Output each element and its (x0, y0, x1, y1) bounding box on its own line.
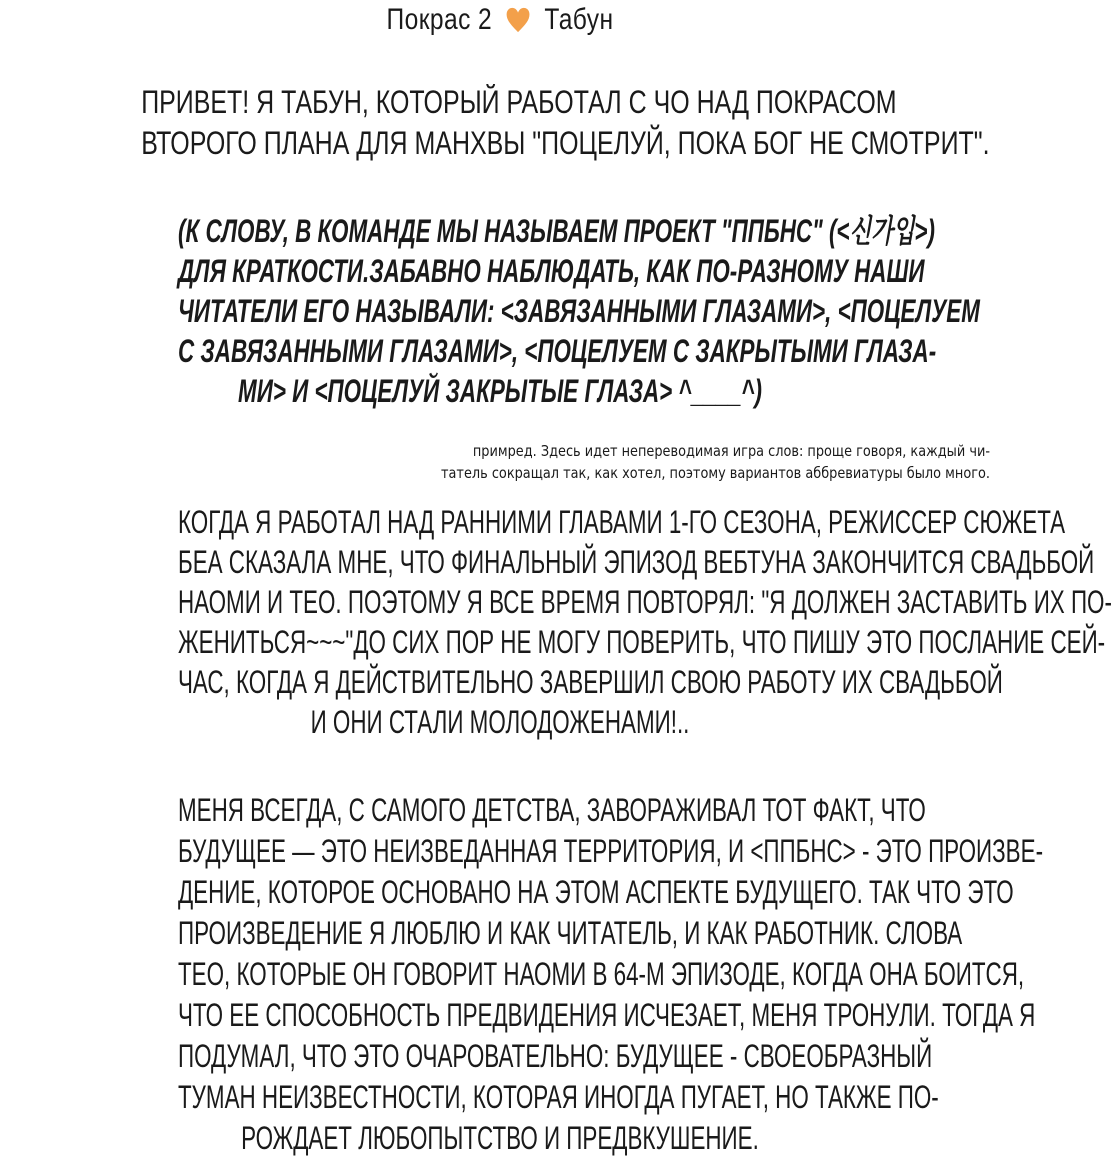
heart-icon (506, 7, 531, 33)
season-line: ЧАС, КОГДА Я ДЕЙСТВИТЕЛЬНО ЗАВЕРШИЛ СВОЮ РАБОТУ ИХ СВАДЬБОЙ (178, 664, 1003, 700)
season-paragraph (178, 502, 1112, 742)
season-line: КОГДА Я РАБОТАЛ НАД РАННИМИ ГЛАВАМИ 1-ГО СЕЗОНА, РЕЖИССЕР СЮЖЕТА (178, 504, 1066, 540)
future-line: ЧТО ЕЕ СПОСОБНОСТЬ ПРЕДВИДЕНИЯ ИСЧЕЗАЕТ, МЕНЯ ТРОНУЛИ. ТОГДА Я (178, 997, 1036, 1033)
aside-line: МИ> И <ПОЦЕЛУЙ ЗАКРЫТЫЕ ГЛАЗА> ^____^) (238, 373, 762, 409)
future-line: БУДУЩЕЕ — ЭТО НЕИЗВЕДАННАЯ ТЕРРИТОРИЯ, И <ППБНС> - ЭТО ПРОИЗВЕ- (178, 833, 1044, 869)
title-right: Табун (544, 3, 614, 36)
future-line: МЕНЯ ВСЕГДА, С САМОГО ДЕТСТВА, ЗАВОРАЖИВАЛ ТОТ ФАКТ, ЧТО (178, 792, 926, 828)
season-line: НАОМИ И ТЕО. ПОЭТОМУ Я ВСЕ ВРЕМЯ ПОВТОРЯЛ: "Я ДОЛЖЕН ЗАСТАВИТЬ ИХ ПО- (178, 584, 1112, 620)
editor-note-line: примред. Здесь идет непереводимая игра слов: проще говоря, каждый чи- (472, 442, 990, 460)
editor-note (397, 440, 990, 484)
season-line: БЕА СКАЗАЛА МНЕ, ЧТО ФИНАЛЬНЫЙ ЭПИЗОД ВЕБТУНА ЗАКОНЧИТСЯ СВАДЬБОЙ (178, 544, 1095, 580)
future-line: ДЕНИЕ, КОТОРОЕ ОСНОВАНО НА ЭТОМ АСПЕКТЕ БУДУЩЕГО. ТАК ЧТО ЭТО (178, 874, 1014, 910)
page-title (90, 2, 910, 38)
intro-paragraph (141, 82, 990, 164)
aside-line: (К СЛОВУ, В КОМАНДЕ МЫ НАЗЫВАЕМ ПРОЕКТ "ППБНС" (<신가입>) (178, 213, 935, 249)
aside-line: С ЗАВЯЗАННЫМИ ГЛАЗАМИ>, <ПОЦЕЛУЕМ С ЗАКРЫТЫМИ ГЛАЗА- (178, 333, 937, 369)
season-line: И ОНИ СТАЛИ МОЛОДОЖЕНАМИ!.. (310, 704, 690, 740)
aside-line: ЧИТАТЕЛИ ЕГО НАЗЫВАЛИ: <ЗАВЯЗАННЫМИ ГЛАЗАМИ>, <ПОЦЕЛУЕМ (178, 293, 980, 329)
future-line: ТЕО, КОТОРЫЕ ОН ГОВОРИТ НАОМИ В 64-М ЭПИЗОДЕ, КОГДА ОНА БОИТСЯ, (178, 956, 1025, 992)
future-line: ПОДУМАЛ, ЧТО ЭТО ОЧАРОВАТЕЛЬНО: БУДУЩЕЕ - СВОЕОБРАЗНЫЙ (178, 1038, 933, 1074)
future-line: ТУМАН НЕИЗВЕСТНОСТИ, КОТОРАЯ ИНОГДА ПУГАЕТ, НО ТАКЖЕ ПО- (178, 1079, 939, 1115)
editor-note-line: татель сокращал так, как хотел, поэтому вариантов аббревиатуры было много. (441, 464, 990, 482)
aside-line: ДЛЯ КРАТКОСТИ.ЗАБАВНО НАБЛЮДАТЬ, КАК ПО-РАЗНОМУ НАШИ (178, 253, 925, 289)
aside-paragraph (178, 211, 980, 411)
future-line: РОЖДАЕТ ЛЮБОПЫТСТВО И ПРЕДВКУШЕНИЕ. (241, 1120, 759, 1156)
future-paragraph (178, 790, 1044, 1159)
future-line: ПРОИЗВЕДЕНИЕ Я ЛЮБЛЮ И КАК ЧИТАТЕЛЬ, И КАК РАБОТНИК. СЛОВА (178, 915, 963, 951)
intro-line: ПРИВЕТ! Я ТАБУН, КОТОРЫЙ РАБОТАЛ С ЧО НАД ПОКРАСОМ (141, 84, 897, 120)
title-left: Покрас 2 (386, 3, 493, 36)
intro-line: ВТОРОГО ПЛАНА ДЛЯ МАНХВЫ "ПОЦЕЛУЙ, ПОКА БОГ НЕ СМОТРИТ". (141, 125, 990, 161)
season-line: ЖЕНИТЬСЯ~~~"ДО СИХ ПОР НЕ МОГУ ПОВЕРИТЬ, ЧТО ПИШУ ЭТО ПОСЛАНИЕ СЕЙ- (178, 624, 1106, 660)
